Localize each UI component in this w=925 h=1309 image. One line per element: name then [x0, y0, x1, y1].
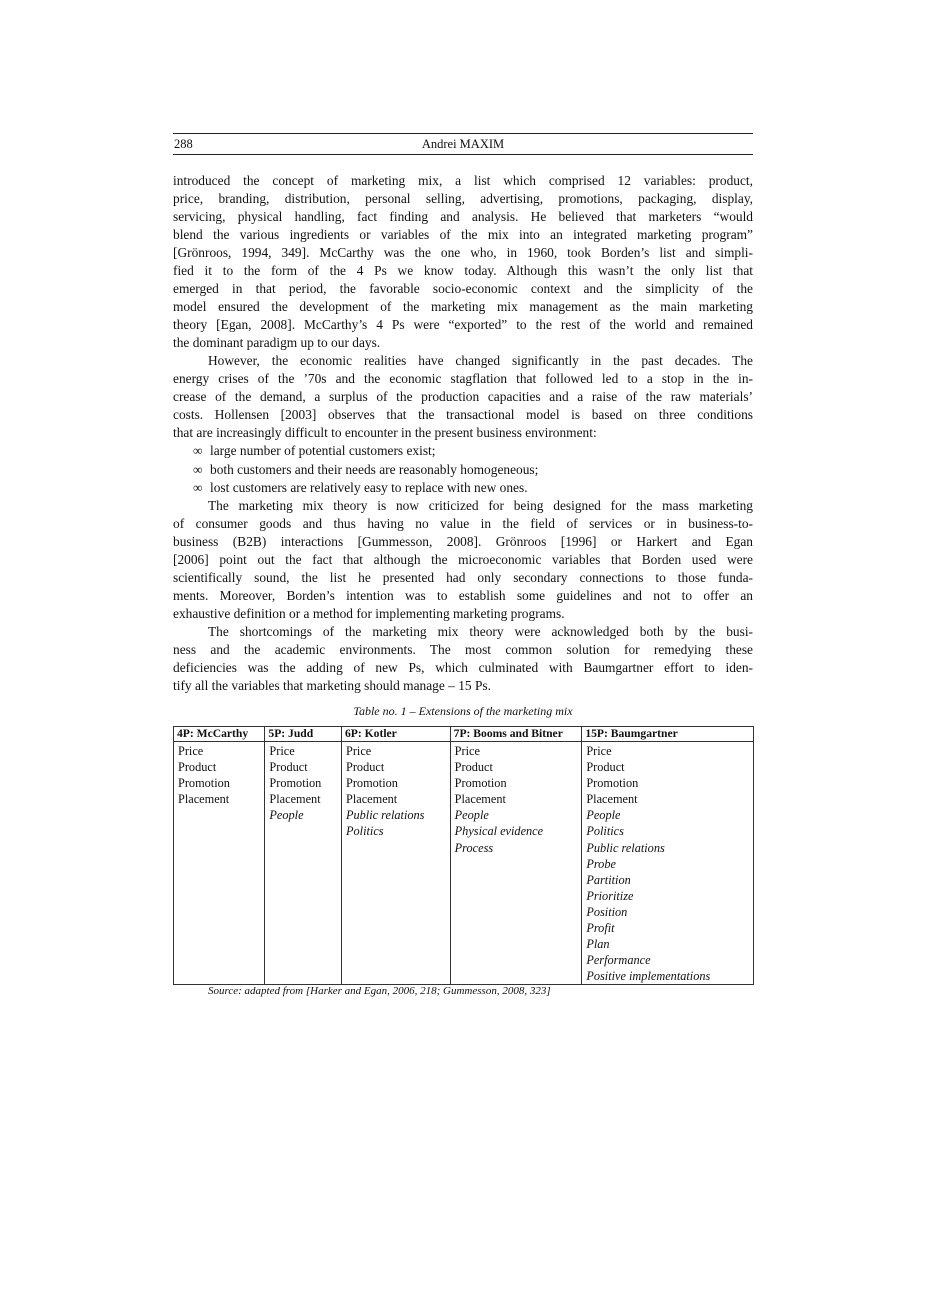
list-item [173, 461, 753, 479]
column-header: 7P: Booms and Bitner [450, 727, 582, 742]
running-header [173, 133, 753, 155]
text-line: costs. Hollensen [2003] observes that the transactional model is based on three conditions [173, 407, 753, 423]
page-number: 288 [174, 137, 193, 151]
cell-item: Placement [269, 792, 321, 807]
list-item-text: large number of potential customers exist; [210, 443, 436, 459]
text-line: servicing, physical handling, fact finding and analysis. He believed that marketers “would [173, 209, 753, 225]
table-header-row [174, 727, 754, 742]
cell-item: People [454, 808, 489, 823]
cell-item: Performance [586, 953, 651, 968]
column-header: 6P: Kotler [342, 727, 451, 742]
list-item-text: both customers and their needs are reasonably homogeneous; [210, 461, 539, 477]
cell-item: Promotion [346, 776, 398, 791]
cell-item: Price [346, 744, 372, 758]
table-cell [450, 742, 582, 985]
cell-item: Price [178, 744, 204, 758]
infinity-bullet-icon: ∞ [193, 443, 203, 459]
paragraph [173, 172, 753, 352]
table-cell [265, 742, 342, 985]
paragraph [173, 623, 753, 695]
text-line: ness and the academic environments. The most common solution for remedying these [173, 641, 753, 657]
cell-item: Placement [178, 792, 230, 807]
text-line: of consumer goods and thus having no value in the field of services or in business-to- [173, 515, 753, 531]
table-row [174, 742, 754, 985]
table-source: Source: adapted from [Harker and Egan, 2006, 218; Gummesson, 2008, 323] [208, 985, 551, 997]
list-item [173, 442, 753, 460]
cell-item: Physical evidence [454, 824, 544, 839]
cell-item: Politics [586, 824, 624, 839]
list-item [173, 479, 753, 497]
text-line: However, the economic realities have changed significantly in the past decades. The [208, 353, 753, 369]
table-cell [342, 742, 451, 985]
text-line: theory [Egan, 2008]. McCarthy’s 4 Ps were “exported” to the rest of the world and remained [173, 317, 753, 333]
cell-item: Probe [586, 856, 616, 871]
text-line: scientifically sound, the list he presented had only secondary connections to those funda- [173, 569, 753, 585]
text-line: introduced the concept of marketing mix, a list which comprised 12 variables: product, [173, 173, 753, 188]
paragraph [173, 352, 753, 496]
text-line: model ensured the development of the marketing mix management as the main marketing [173, 299, 753, 315]
text-line: tify all the variables that marketing should manage – 15 Ps. [173, 677, 491, 693]
cell-item: Product [454, 760, 493, 775]
cell-item: Public relations [586, 840, 665, 855]
text-line: that are increasingly difficult to encounter in the present business environment: [173, 425, 597, 441]
cell-item: Profit [586, 921, 615, 936]
cell-item: Plan [586, 937, 610, 952]
infinity-bullet-icon: ∞ [193, 461, 203, 477]
text-line: The marketing mix theory is now criticized for being designed for the mass marketing [208, 497, 753, 513]
cell-item: Promotion [586, 776, 639, 791]
cell-item: Price [269, 744, 295, 758]
cell-item: Promotion [454, 776, 507, 791]
body-text [173, 172, 753, 695]
bullet-list [173, 442, 753, 496]
text-line: ments. Moreover, Borden’s intention was to establish some guidelines and not to offer an [173, 587, 753, 603]
cell-item: Politics [346, 824, 384, 839]
column-header: 4P: McCarthy [174, 727, 265, 742]
infinity-bullet-icon: ∞ [193, 479, 203, 495]
cell-item: Price [586, 744, 612, 758]
list-item-text: lost customers are relatively easy to replace with new ones. [210, 479, 528, 495]
cell-item: Position [586, 904, 628, 919]
text-line: the dominant paradigm up to our days. [173, 335, 381, 351]
text-line: deficiencies was the adding of new Ps, which culminated with Baumgartner effort to iden- [173, 659, 753, 675]
author-name: Andrei MAXIM [421, 137, 505, 151]
cell-item: Placement [454, 792, 506, 807]
text-line: The shortcomings of the marketing mix theory were acknowledged both by the busi- [208, 623, 753, 639]
paragraph [173, 497, 753, 623]
table-cell [174, 742, 265, 985]
cell-item: Placement [346, 792, 398, 807]
cell-item: Placement [586, 792, 638, 807]
text-line: business (B2B) interactions [Gummesson, 2008]. Grönroos [1996] or Harkert and Egan [173, 533, 753, 549]
text-line: [Grönroos, 1994, 349]. McCarthy was the one who, in 1960, took Borden’s list and simpli- [173, 245, 753, 261]
text-line: exhaustive definition or a method for implementing marketing programs. [173, 605, 565, 621]
cell-item: Product [586, 760, 625, 775]
cell-item: Partition [586, 872, 631, 887]
text-line: emerged in that period, the favorable socio-economic context and the simplicity of the [173, 281, 753, 297]
text-line: crease of the demand, a surplus of the production capacities and a raise of the raw materials’ [173, 389, 753, 405]
text-line: price, branding, distribution, personal selling, advertising, promotions, packaging, display, [173, 191, 753, 207]
cell-item: Product [178, 760, 217, 775]
cell-item: Promotion [178, 776, 230, 791]
text-line: fied it to the form of the 4 Ps we know today. Although this wasn’t the only list that [173, 263, 753, 279]
cell-item: People [269, 808, 304, 823]
column-header: 15P: Baumgartner [582, 727, 754, 742]
column-header: 5P: Judd [265, 727, 342, 742]
marketing-mix-table [173, 726, 754, 985]
table-caption: Table no. 1 – Extensions of the marketing mix [353, 704, 573, 718]
cell-item: Public relations [346, 808, 425, 823]
cell-item: Process [454, 840, 494, 855]
cell-item: Product [346, 760, 385, 775]
cell-item: Price [454, 744, 480, 758]
cell-item: Product [269, 760, 308, 775]
cell-item: Prioritize [586, 888, 634, 903]
text-line: [2006] point out the fact that although the microeconomic variables that Borden used were [173, 551, 753, 567]
cell-item: Promotion [269, 776, 322, 791]
table-cell [582, 742, 754, 985]
cell-item: People [586, 808, 621, 823]
cell-item: Positive implementations [586, 969, 711, 984]
text-line: energy crises of the ’70s and the economic stagflation that followed led to a stop in the in- [173, 371, 753, 387]
text-line: blend the various ingredients or variables of the mix into an integrated marketing program” [173, 227, 753, 243]
